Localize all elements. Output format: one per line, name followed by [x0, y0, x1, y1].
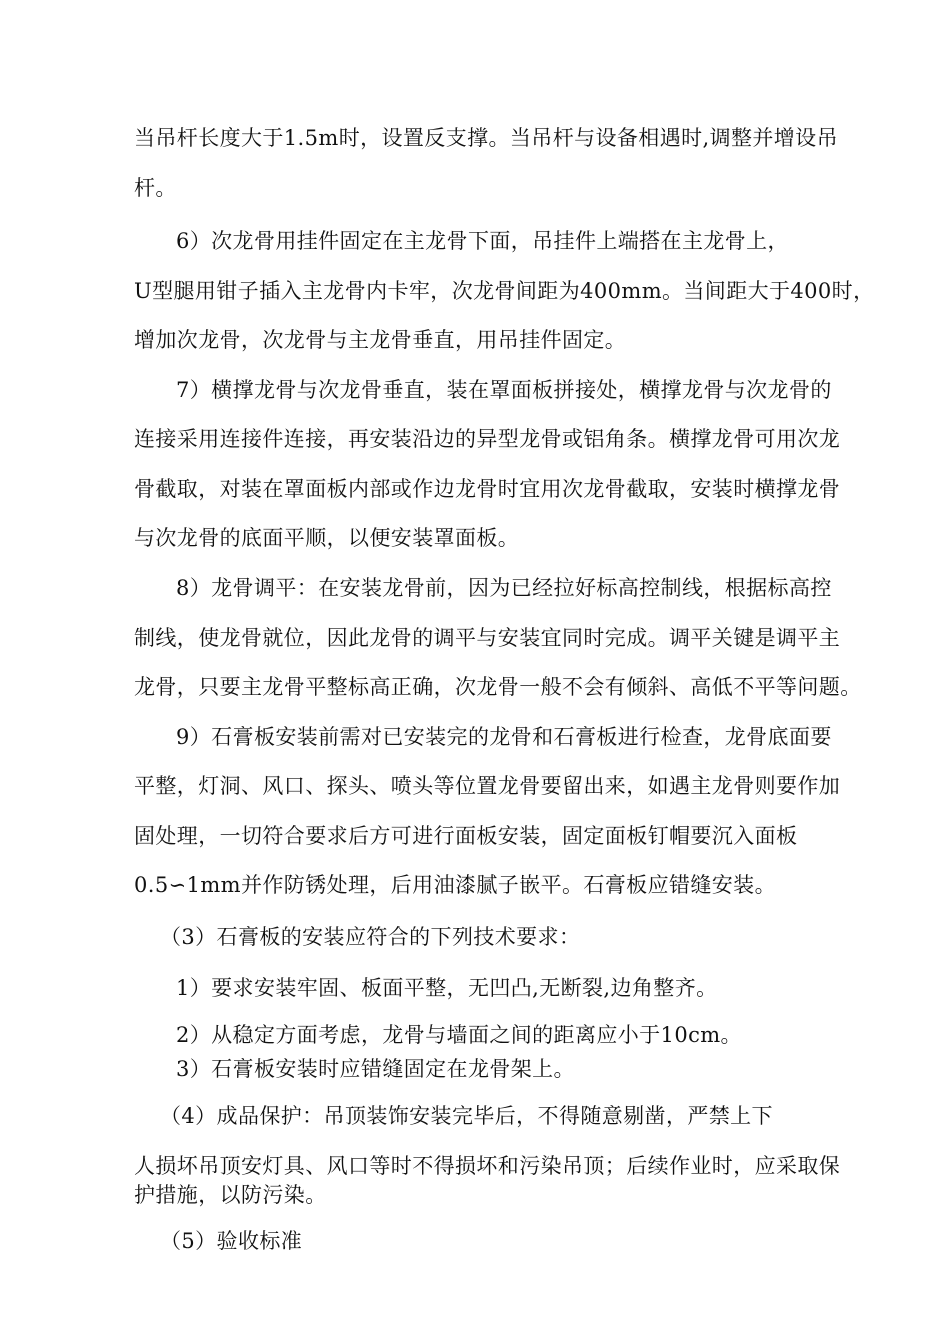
text-line-15: 固处理，一切符合要求后方可进行面板安装，固定面板钉帽要沉入面板: [134, 824, 798, 848]
text-line-1: 当吊杆长度大于1.5m时，设置反支撑。当吊杆与设备相遇时,调整并增设吊: [134, 126, 838, 150]
text-line-4: U型腿用钳子插入主龙骨内卡牢，次龙骨间距为400mm。当间距大于400时，: [134, 279, 875, 303]
text-line-19: 2）从稳定方面考虑，龙骨与墙面之间的距离应小于10cm。: [176, 1023, 742, 1047]
text-line-24: （5）验收标准: [160, 1229, 303, 1253]
text-line-20: 3）石膏板安装时应错缝固定在龙骨架上。: [176, 1057, 575, 1081]
text-line-3: 6）次龙骨用挂件固定在主龙骨下面，吊挂件上端搭在主龙骨上，: [176, 229, 789, 253]
text-line-13: 9）石膏板安装前需对已安装完的龙骨和石膏板进行检查，龙骨底面要: [176, 725, 832, 749]
text-line-10: 8）龙骨调平：在安装龙骨前，因为已经拉好标高控制线，根据标高控: [176, 576, 832, 600]
text-line-12: 龙骨，只要主龙骨平整标高正确，次龙骨一般不会有倾斜、高低不平等问题。: [134, 675, 862, 699]
text-line-23: 护措施，以防污染。: [134, 1183, 327, 1207]
text-line-7: 连接采用连接件连接，再安装沿边的异型龙骨或铝角条。横撑龙骨可用次龙: [134, 427, 841, 451]
text-line-8: 骨截取，对装在罩面板内部或作边龙骨时宜用次龙骨截取，安装时横撑龙骨: [134, 477, 841, 501]
text-line-6: 7）横撑龙骨与次龙骨垂直，装在罩面板拼接处，横撑龙骨与次龙骨的: [176, 378, 832, 402]
text-line-11: 制线，使龙骨就位，因此龙骨的调平与安装宜同时完成。调平关键是调平主: [134, 626, 841, 650]
text-line-2: 杆。: [134, 176, 177, 200]
text-line-17: （3）石膏板的安装应符合的下列技术要求：: [160, 925, 581, 949]
text-line-16: 0.5∽1mm并作防锈处理，后用油漆腻子嵌平。石膏板应错缝安装。: [134, 873, 776, 897]
text-line-14: 平整，灯洞、风口、探头、喷头等位置龙骨要留出来，如遇主龙骨则要作加: [134, 774, 841, 798]
text-line-21: （4）成品保护：吊顶装饰安装完毕后，不得随意剔凿，严禁上下: [160, 1104, 773, 1128]
text-line-22: 人损坏吊顶安灯具、风口等时不得损坏和污染吊顶；后续作业时，应采取保: [134, 1154, 841, 1178]
text-line-18: 1）要求安装牢固、板面平整，无凹凸,无断裂,边角整齐。: [176, 976, 718, 1000]
text-line-5: 增加次龙骨，次龙骨与主龙骨垂直，用吊挂件固定。: [134, 328, 627, 352]
text-line-9: 与次龙骨的底面平顺，以便安装罩面板。: [134, 526, 520, 550]
